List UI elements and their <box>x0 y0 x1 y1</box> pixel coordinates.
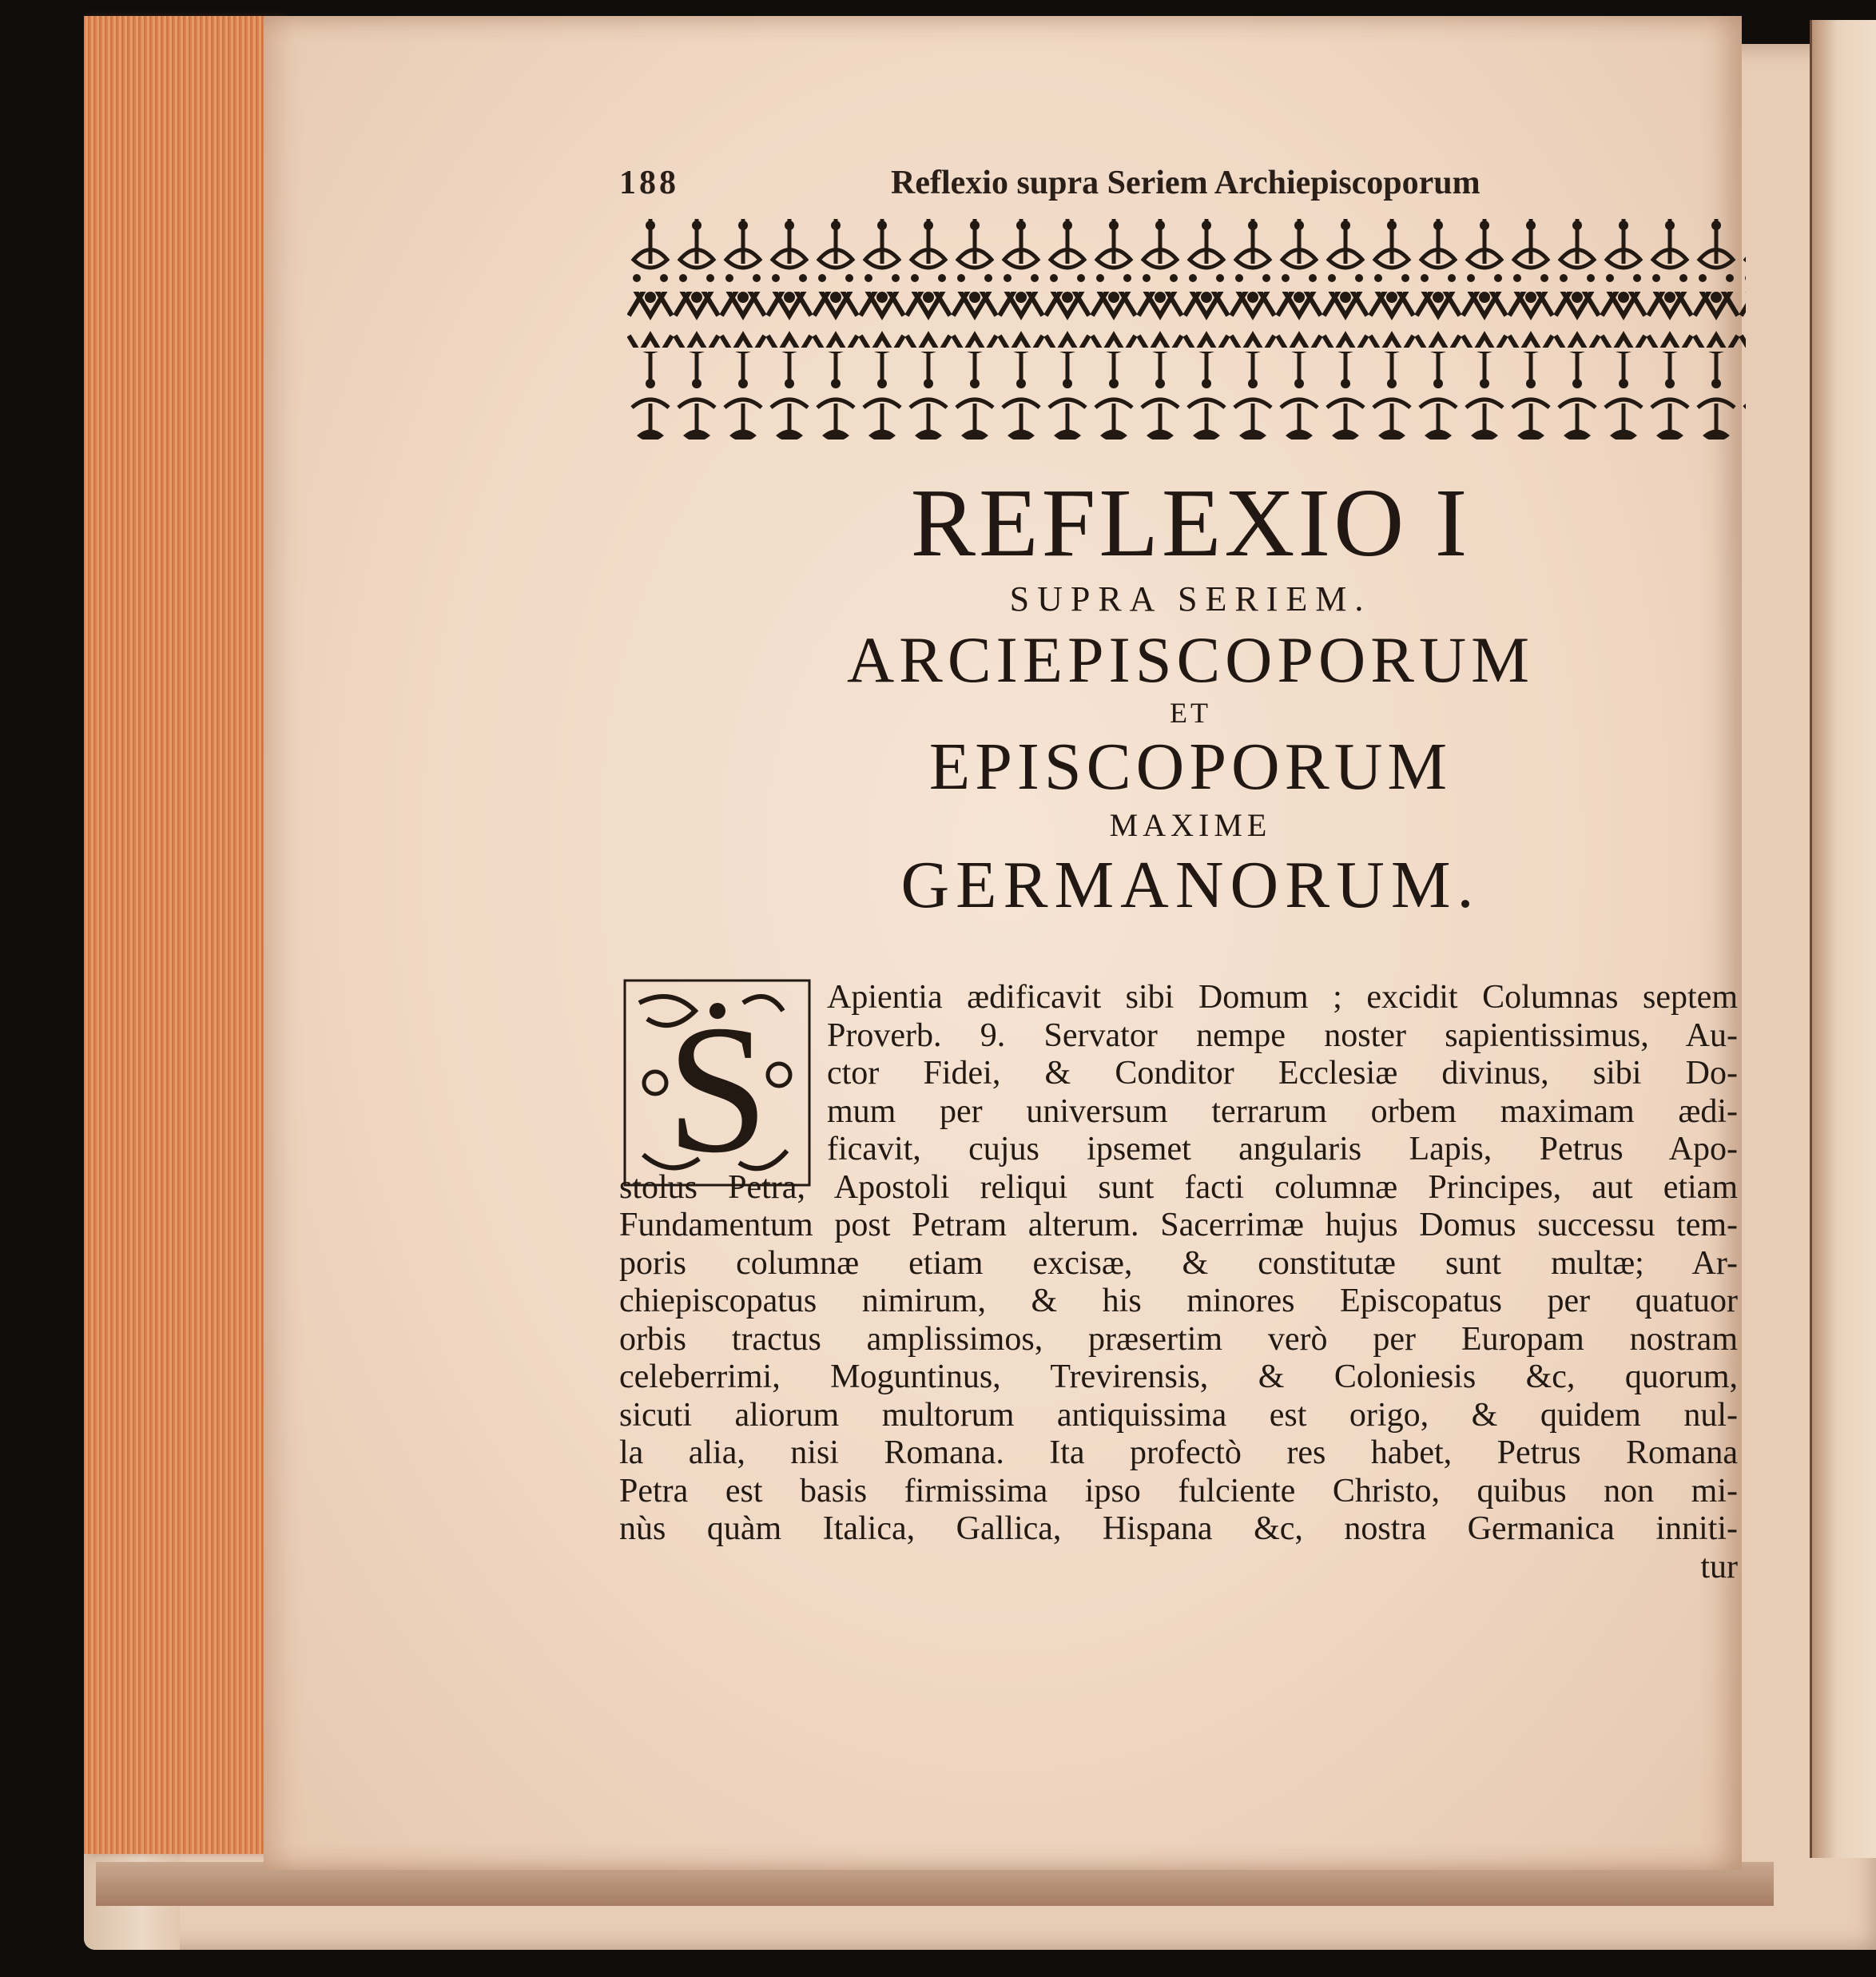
catchword: tur <box>1700 1548 1738 1585</box>
running-title: Reflexio supra Seriem Archiepiscoporum <box>891 165 1481 201</box>
body-text <box>619 979 1738 1586</box>
text-line: Proverb. 9. Servator nempe noster sapientissimus, Au- <box>827 1016 1738 1054</box>
text-line: la alia, nisi Romana. Ita profectò res habet, Petrus Romana <box>619 1434 1738 1471</box>
ornament-band <box>627 216 1746 448</box>
text-line: nùs quàm Italica, Gallica, Hispana &c, nostra Germanica inniti- <box>619 1510 1738 1547</box>
text-line: Apientia ædificavit sibi Domum ; excidit Columnas septem <box>827 979 1738 1016</box>
facing-page-edge <box>1810 20 1876 1858</box>
text-line: ctor Fidei, & Conditor Ecclesiæ divinus, sibi Do- <box>827 1055 1738 1092</box>
text-line: sicuti aliorum multorum antiquissima est origo, & quidem nul- <box>619 1396 1738 1434</box>
title-line-germanorum: GERMANORUM. <box>900 848 1481 922</box>
text-line: Petra est basis firmissima ipso fulciente Christo, quibus non mi- <box>619 1472 1738 1510</box>
text-line: chiepiscopatus nimirum, & his minores Episcopatus per quatuor <box>619 1283 1738 1319</box>
text-line: celeberrimi, Moguntinus, Trevirensis, & Coloniesis &c, quorum, <box>619 1358 1738 1395</box>
title-line-supra: SUPRA SERIEM. <box>1009 579 1372 619</box>
title-main: REFLEXIO I <box>910 469 1471 577</box>
text-line: stolus Petra, Apostoli reliqui sunt facti columnæ Principes, aut etiam <box>619 1168 1738 1206</box>
page-edges <box>84 16 280 1854</box>
running-head <box>619 164 1514 212</box>
title-block <box>607 471 1774 925</box>
text-line: Fundamentum post Petram alterum. Sacerrimæ hujus Domus successu tem- <box>619 1207 1738 1243</box>
text-line: ficavit, cujus ipsemet angularis Lapis, Petrus Apo- <box>827 1131 1738 1168</box>
title-line-maxime: MAXIME <box>1109 807 1272 843</box>
text-line: mum per universum terrarum orbem maximam ædi- <box>827 1092 1738 1130</box>
title-line-episcoporum: EPISCOPORUM <box>928 730 1453 804</box>
text-line: poris columnæ etiam excisæ, & constitutæ sunt multæ; Ar- <box>619 1244 1738 1282</box>
title-line-arciepiscoporum: ARCIEPISCOPORUM <box>846 623 1535 696</box>
title-line-et: ET <box>1170 697 1211 729</box>
initial-letter: S <box>666 987 769 1187</box>
text-line: orbis tractus amplissimos, præsertim verò per Europam nostram <box>619 1320 1738 1358</box>
page-number: 188 <box>619 165 679 201</box>
